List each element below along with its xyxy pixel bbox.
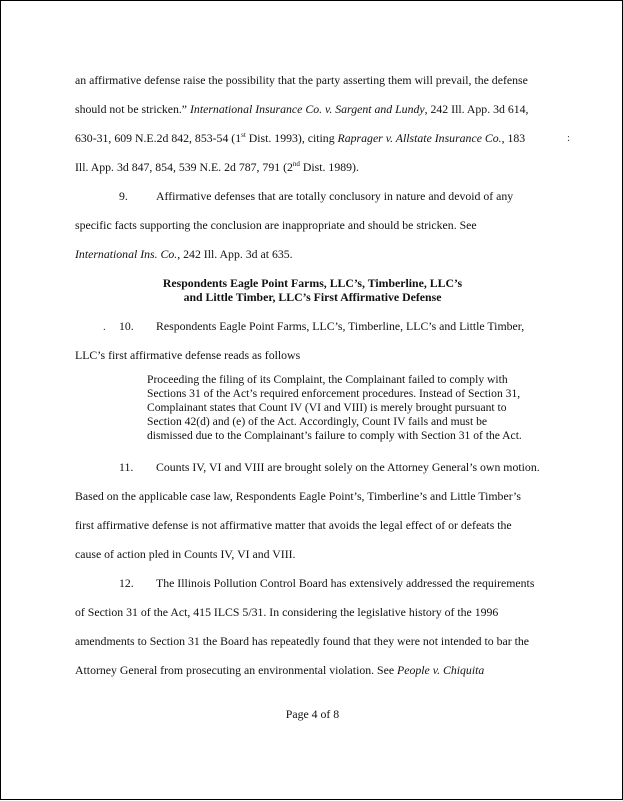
para9-line2: specific facts supporting the conclusion are inappropriate and should be stricken. See: [75, 218, 477, 232]
quote-line: Proceeding the filing of its Complaint, the Complainant failed to comply with: [147, 373, 508, 386]
para8-line2: should not be stricken.” International Insurance Co. v. Sargent and Lundy, 242 Ill. App. 3d 614,: [75, 102, 529, 116]
para8-line1: an affirmative defense raise the possibility that the party asserting them will prevail, the defense: [75, 73, 528, 87]
para12-line1: 12. The Illinois Pollution Control Board has extensively addressed the requirements: [119, 576, 535, 590]
para11-line2: Based on the applicable case law, Respondents Eagle Point’s, Timberline’s and Little Timber’s: [75, 489, 521, 503]
paragraph-number: 12.: [119, 576, 134, 590]
section-heading-line1: Respondents Eagle Point Farms, LLC’s, Timberline, LLC’s: [162, 276, 463, 290]
paragraph-number: 11.: [119, 460, 134, 474]
quote-line: dismissed due to the Complainant’s failure to comply with Section 31 of the Act.: [147, 429, 522, 442]
para8-line4: Ill. App. 3d 847, 854, 539 N.E. 2d 787, 791 (2nd Dist. 1989).: [75, 160, 359, 174]
para10-line2: LLC’s first affirmative defense reads as follows: [75, 348, 301, 362]
para11-line3: first affirmative defense is not affirmative matter that avoids the legal effect of or defeats the: [75, 518, 512, 532]
para11-line4: cause of action pled in Counts IV, VI and VIII.: [75, 547, 296, 561]
para8-line3: 630-31, 609 N.E.2d 842, 853-54 (1st Dist. 1993), citing Raprager v. Allstate Insurance Co., 183: [75, 131, 526, 145]
case-citation: Raprager v. Allstate Insurance Co.: [337, 131, 502, 145]
case-citation: International Ins. Co.: [75, 247, 178, 261]
para11-line1: 11. Counts IV, VI and VIII are brought solely on the Attorney General’s own motion.: [119, 460, 540, 474]
paragraph-number: 10.: [119, 319, 134, 333]
para10-line1: 10. Respondents Eagle Point Farms, LLC’s, Timberline, LLC’s and Little Timber,: [119, 319, 525, 333]
quote-line: Sections 31 of the Act’s required enforcement procedures. Instead of Section 31,: [147, 387, 521, 400]
scan-speck: .: [103, 321, 106, 333]
block-quote: [147, 373, 572, 443]
case-citation: People v. Chiquita: [397, 663, 485, 677]
para12-line2: of Section 31 of the Act, 415 ILCS 5/31. In considering the legislative history of the 1996: [75, 605, 499, 619]
scan-speck: :: [567, 132, 571, 144]
section-heading-line2: and Little Timber, LLC’s First Affirmative Defense: [183, 290, 442, 304]
para12-line4: Attorney General from prosecuting an environmental violation. See People v. Chiquita: [75, 663, 485, 677]
document-page: [1, 1, 623, 801]
para9-line1: 9. Affirmative defenses that are totally conclusory in nature and devoid of any: [119, 189, 514, 203]
case-citation: International Insurance Co. v. Sargent and Lundy: [190, 102, 425, 116]
para9-line3: International Ins. Co., 242 Ill. App. 3d at 635.: [75, 247, 293, 261]
page-number: Page 4 of 8: [285, 707, 340, 721]
quote-line: Section 42(d) and (e) of the Act. Accordingly, Count IV fails and must be: [147, 415, 488, 428]
quote-line: Complainant states that Count IV (VI and VIII) is merely brought pursuant to: [147, 401, 507, 414]
para12-line3: amendments to Section 31 the Board has repeatedly found that they were not intended to bar the: [75, 634, 530, 648]
paragraph-number: 9.: [119, 189, 128, 203]
